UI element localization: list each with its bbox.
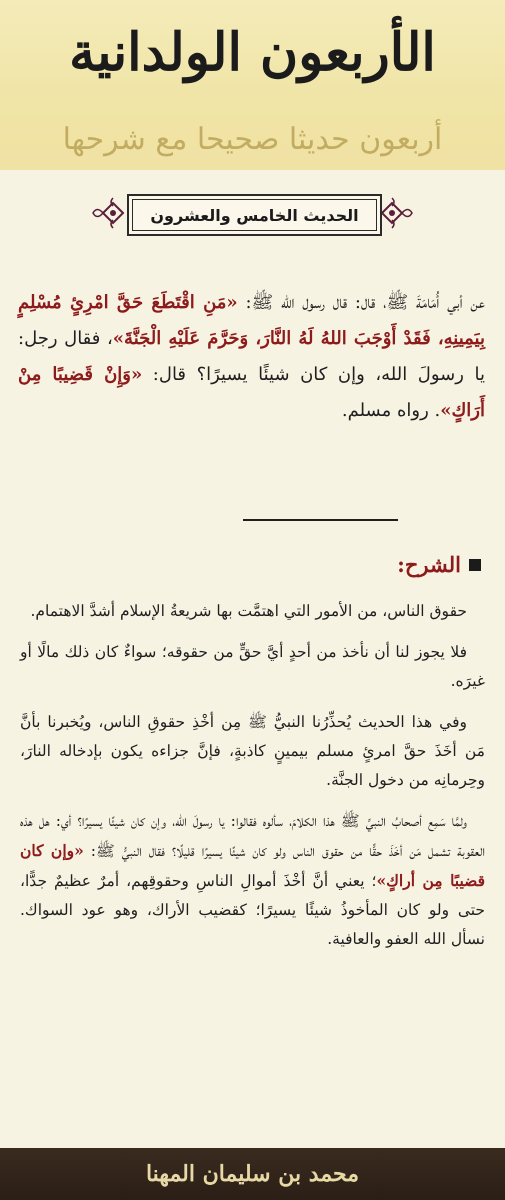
page-header [0,0,505,170]
explanation-paragraph-4 [20,807,485,954]
divider [243,519,398,521]
author-signature: محمد بن سليمان المهنا [145,1161,360,1187]
page-footer [0,1148,505,1200]
hadith-banner [0,190,505,240]
sharh-label: الشرح: [397,552,461,577]
hadith-quote-1: «مَنِ اقْتَطَعَ حَقَّ امْرِئٍ مُسْلِمٍ بِيَمِينِهِ، فَقَدْ أَوْجَبَ اللهُ لَهُ النَّارَ، وَحَرَّمَ عَلَيْهِ الْجَنَّةَ» [18,292,485,349]
explanation-p4-end: ؛ يعني أنَّ أخْذَ أموالِ الناسِ وحقوقِهم، أمرٌ عظيمٌ جدًّا، حتى ولو كان المأخوذُ شيئًا يسيرًا؛ كقضيب الأراك، وهو عود السواك. نسأل الله العفو والعافية. [20,872,485,948]
banner-label: الحديث الخامس والعشرون [127,194,382,236]
explanation-paragraph-2: فلا يجوز لنا أن نأخذ من أحدٍ أيَّ حقٍّ من حقوقه؛ سواءٌ كان ذلك مالًا أو غيرَه. [20,643,485,690]
explanation-p4-start: ولمَّا سَمِع أصحابُ النبيِّ ﷺ هذا الكلامَ، سألوه فقالوا: يا رسولَ الله، وإن كان شيئًا يسيرًا؟ أي: هل هذه العقوبة تشمل مَن أخَذَ حقًّا من حقوق الناس ولو كان شيئًا يسيرًا قليلًا؟ فقال النبيُّ ﷺ: [20,812,486,860]
explanation-paragraph-3: وفي هذا الحديث يُحذِّرُنا النبيُّ ﷺ مِن أخْذِ حقوقِ الناس، ويُخبرنا بأنَّ مَن أخَذَ حقَّ امرئٍ مسلم بيمينٍ كاذبةٍ، فإنَّ جزاءه يكون بإدخاله النارَ، وحِرمانِه من دخول الجنَّة. [20,713,485,789]
hadith-intro: عن أبي أُمَامَةَ ﷺ، قال: قال رسول الله ﷺ: [237,292,485,313]
square-bullet-icon [469,559,481,571]
hadith-text [18,285,485,429]
hadith-middle: ، فقال رجل: يا رسولَ الله، وإن كان شيئًا يسيرًا؟ قال: [18,328,485,385]
sharh-heading [397,552,481,577]
explanation-body [20,597,485,966]
hadith-quote-2: «وَإِنْ قَضِيبًا مِنْ أَرَاكٍ» [18,364,485,421]
ornament-left-icon [91,194,125,232]
hadith-source: . رواه مسلم. [341,400,441,421]
ornament-right-icon [380,194,414,232]
explanation-p4-quote: «وإن كان قضيبًا مِن أراكٍ» [20,841,485,890]
explanation-paragraph-1: حقوق الناس، من الأمور التي اهتمَّت بها شريعةُ الإسلام أشدَّ الاهتمام. [30,602,467,620]
book-subtitle: أربعون حديثا صحيحا مع شرحها [62,122,443,157]
book-title: الأربعون الولدانية [69,22,436,83]
